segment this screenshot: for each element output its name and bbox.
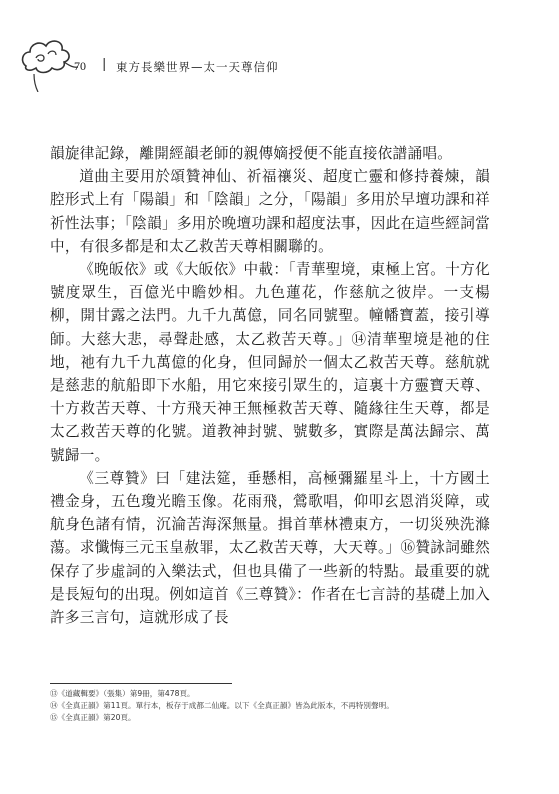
footnote: ⑬《道藏輯要》（張集）第9冊，第478頁。 [50, 689, 195, 698]
footnote: ⑭《全真正韻》第11頁。單行本，板存于成都二仙庵。以下《全真正韻》皆為此版本，不再特別聲明。 [50, 701, 394, 710]
running-title: 東方長樂世界—太一天尊信仰 [116, 60, 279, 74]
paragraph: 道曲主要用於頌贊神仙、祈福禳災、超度亡靈和修持養煉，韻腔形式上有「陽韻」和「陰韻」之分，「陽韻」多用於早壇功課和祥祈性法事；「陰韻」多用於晚壇功課和超度法事，因此在這些經詞當中，有很多都是和太乙救苦天尊相關聯的。 [50, 168, 490, 255]
page-number: 70 [74, 59, 86, 73]
footnote: ⑮《全真正韻》第20頁。 [50, 713, 136, 722]
footnotes [50, 688, 490, 724]
paragraph: 韻旋律記錄，離開經韻老師的親傳嫡授便不能直接依譜誦唱。 [50, 145, 453, 162]
cloud-ornament-icon [18, 22, 78, 92]
paragraph: 《晚皈依》或《大皈依》中載：「青華聖境，東極上宮。十方化號度眾生，百億光中瞻妙相。九色蓮花，作慈航之彼岸。一支楊柳，開甘露之法門。九千九萬億，同名同號聖。幢幡寶蓋，接引導師。大慈大悲，尋聲赴感，太乙救苦天尊。」⑭清華聖境是祂的住地，祂有九千九萬億的化身，但同歸於一個太乙救苦天尊。慈航就是慈悲的航船即下水船，用它來接引眾生的，這裏十方靈寶天尊、十方救苦天尊、十方飛天神王無極救苦天尊、隨緣往生天尊，都是太乙救苦天尊的化號。道教神封號、號數多，實際是萬法歸宗、萬號歸一。 [50, 261, 490, 464]
header-divider: | [102, 57, 107, 72]
page-header [18, 22, 538, 92]
footnote-rule [50, 683, 232, 684]
body-text [50, 142, 490, 629]
paragraph: 《三尊贊》曰「建法筵，垂懸相，高極彌羅星斗上，十方國土禮金身，五色瓊光瞻玉像。花雨飛，鶯歌唱，仰叩玄恩消災障，或航身色諸有情，沉淪苦海深無量。揖首華林禮東方，一切災殃洗滌蕩。求懺悔三元玉皇赦罪，太乙救苦天尊，大天尊。」⑯贊詠詞雖然保存了步虛詞的入樂法式，但也具備了一些新的特點。最重要的就是長短句的出現。例如這首《三尊贊》：作者在七言詩的基礎上加入許多三言句，這就形成了長 [50, 469, 490, 627]
